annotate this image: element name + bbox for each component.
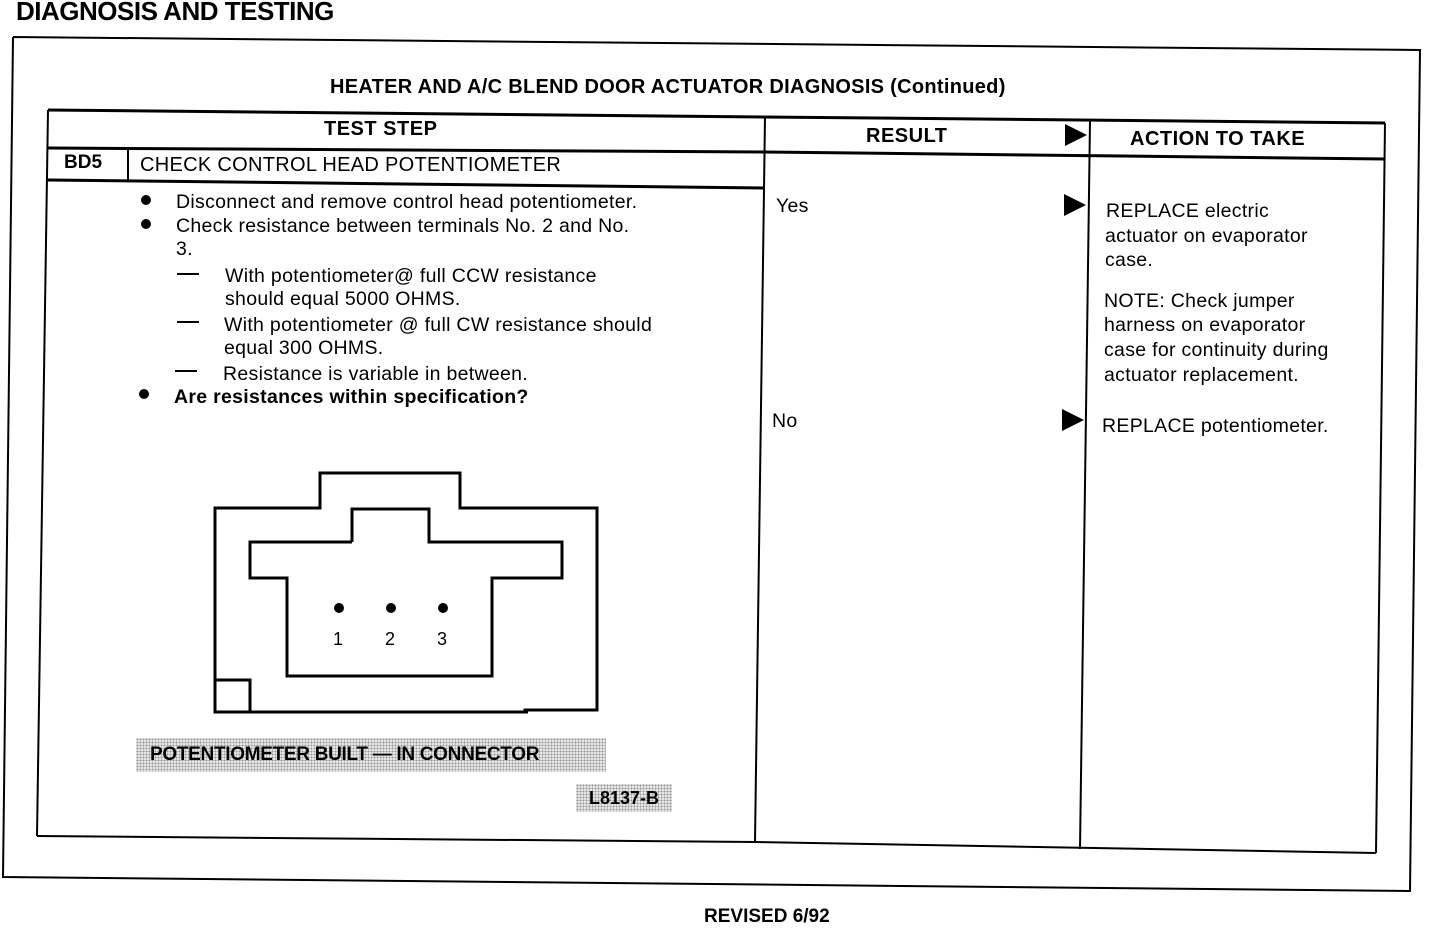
action-yes-line: actuator on evaporator [1105, 225, 1308, 247]
section-title: DIAGNOSIS AND TESTING [16, 0, 334, 26]
figure-id: L8137-B [576, 784, 672, 812]
column-header-test-step: TEST STEP [324, 118, 438, 140]
step-sub-instruction: Resistance is variable in between. [223, 363, 529, 385]
pin-label: 3 [437, 629, 448, 649]
step-sub-instruction-continued: should equal 5000 OHMS. [225, 288, 461, 310]
step-instruction-continued: 3. [176, 238, 193, 260]
step-question: Are resistances within specification? [174, 386, 529, 408]
pin-dot [438, 603, 448, 613]
action-no-line: REPLACE potentiometer. [1102, 415, 1329, 437]
step-id: BD5 [64, 152, 103, 173]
step-instruction: Disconnect and remove control head potentiometer. [176, 191, 638, 213]
step-sub-instruction: With potentiometer@ full CCW resistance [225, 265, 597, 287]
pin-label: 2 [385, 629, 396, 649]
pin-dot [334, 603, 344, 613]
action-note-line: harness on evaporator [1104, 314, 1306, 336]
step-title: CHECK CONTROL HEAD POTENTIOMETER [140, 154, 562, 176]
result-yes: Yes [776, 195, 809, 217]
action-note-line: NOTE: Check jumper [1104, 290, 1295, 312]
revision-footer: REVISED 6/92 [704, 906, 830, 927]
pin-dot [386, 603, 396, 613]
step-instruction: Check resistance between terminals No. 2 and No. [176, 215, 630, 237]
pin-label: 1 [333, 629, 344, 649]
action-yes-line: case. [1105, 249, 1154, 271]
figure-caption: POTENTIOMETER BUILT — IN CONNECTOR [136, 738, 606, 772]
connector-middle-outline [249, 508, 562, 712]
table-title: HEATER AND A/C BLEND DOOR ACTUATOR DIAGNOSIS (Continued) [330, 76, 1006, 98]
step-sub-instruction-continued: equal 300 OHMS. [224, 337, 384, 359]
action-note-line: actuator replacement. [1104, 364, 1299, 386]
column-header-result: RESULT [866, 125, 948, 147]
action-note-line: case for continuity during [1104, 339, 1329, 361]
column-header-action: ACTION TO TAKE [1130, 128, 1306, 150]
action-yes-line: REPLACE electric [1106, 200, 1270, 222]
step-sub-instruction: With potentiometer @ full CW resistance should [224, 314, 653, 336]
connector-outline-b [250, 509, 562, 676]
result-no: No [772, 410, 798, 432]
